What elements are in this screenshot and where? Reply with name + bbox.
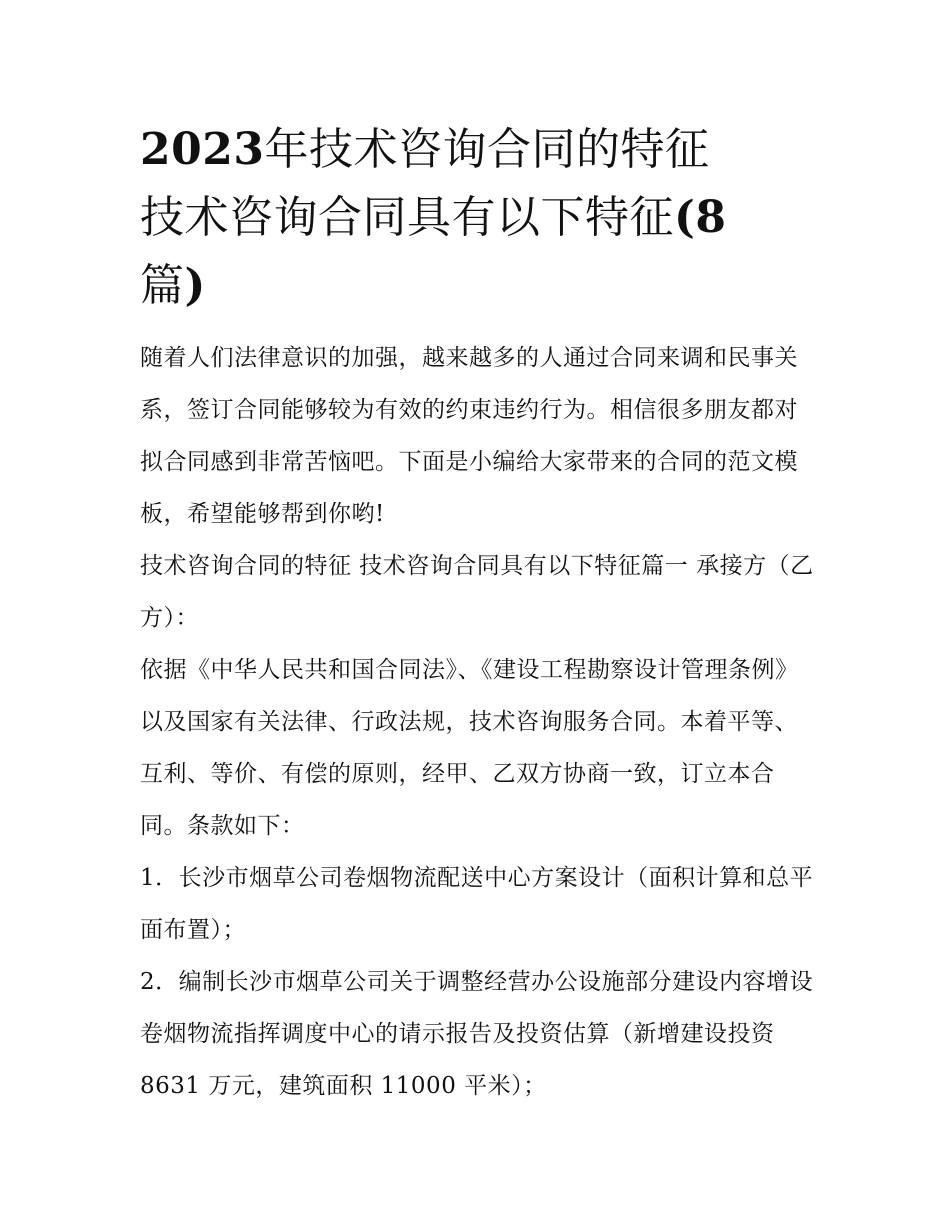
clause-2-paragraph: 2．编制长沙市烟草公司关于调整经营办公设施部分建设内容增设卷烟物流指挥调度中心的请示报告及投资估算（新增建设投资 8631 万元，建筑面积 11000 平米）； (140, 969, 814, 1099)
document-page (140, 116, 820, 1112)
title-line2: 技术咨询合同具有以下特征 (140, 192, 674, 243)
title-line3: 篇 (140, 260, 185, 311)
clause-1-paragraph: 1．长沙市烟草公司卷烟物流配送中心方案设计（面积计算和总平面布置）； (140, 865, 814, 943)
title-line1: 年技术咨询合同的特征 (264, 124, 710, 175)
title-year: 2023 (140, 124, 265, 175)
intro-paragraph: 随着人们法律意识的加强，越来越多的人通过合同来调和民事关系，签订合同能够较为有效的约束违约行为。相信很多朋友都对拟合同感到非常苦恼吧。下面是小编给大家带来的合同的范文模板，希望能够帮到你哟! (140, 345, 798, 527)
title-line3-paren: ) (184, 260, 206, 311)
basis-paragraph: 依据《中华人民共和国合同法》、《建设工程勘察设计管理条例》以及国家有关法律、行政法规，技术咨询服务合同。本着平等、互利、等价、有偿的原则，经甲、乙双方协商一致，订立本合同。条款如下： (140, 657, 799, 839)
section-heading-paragraph: 技术咨询合同的特征 技术咨询合同具有以下特征篇一 承接方（乙方）： (140, 553, 814, 631)
title-line2-paren: (8 (674, 192, 727, 243)
document-title (140, 116, 820, 320)
